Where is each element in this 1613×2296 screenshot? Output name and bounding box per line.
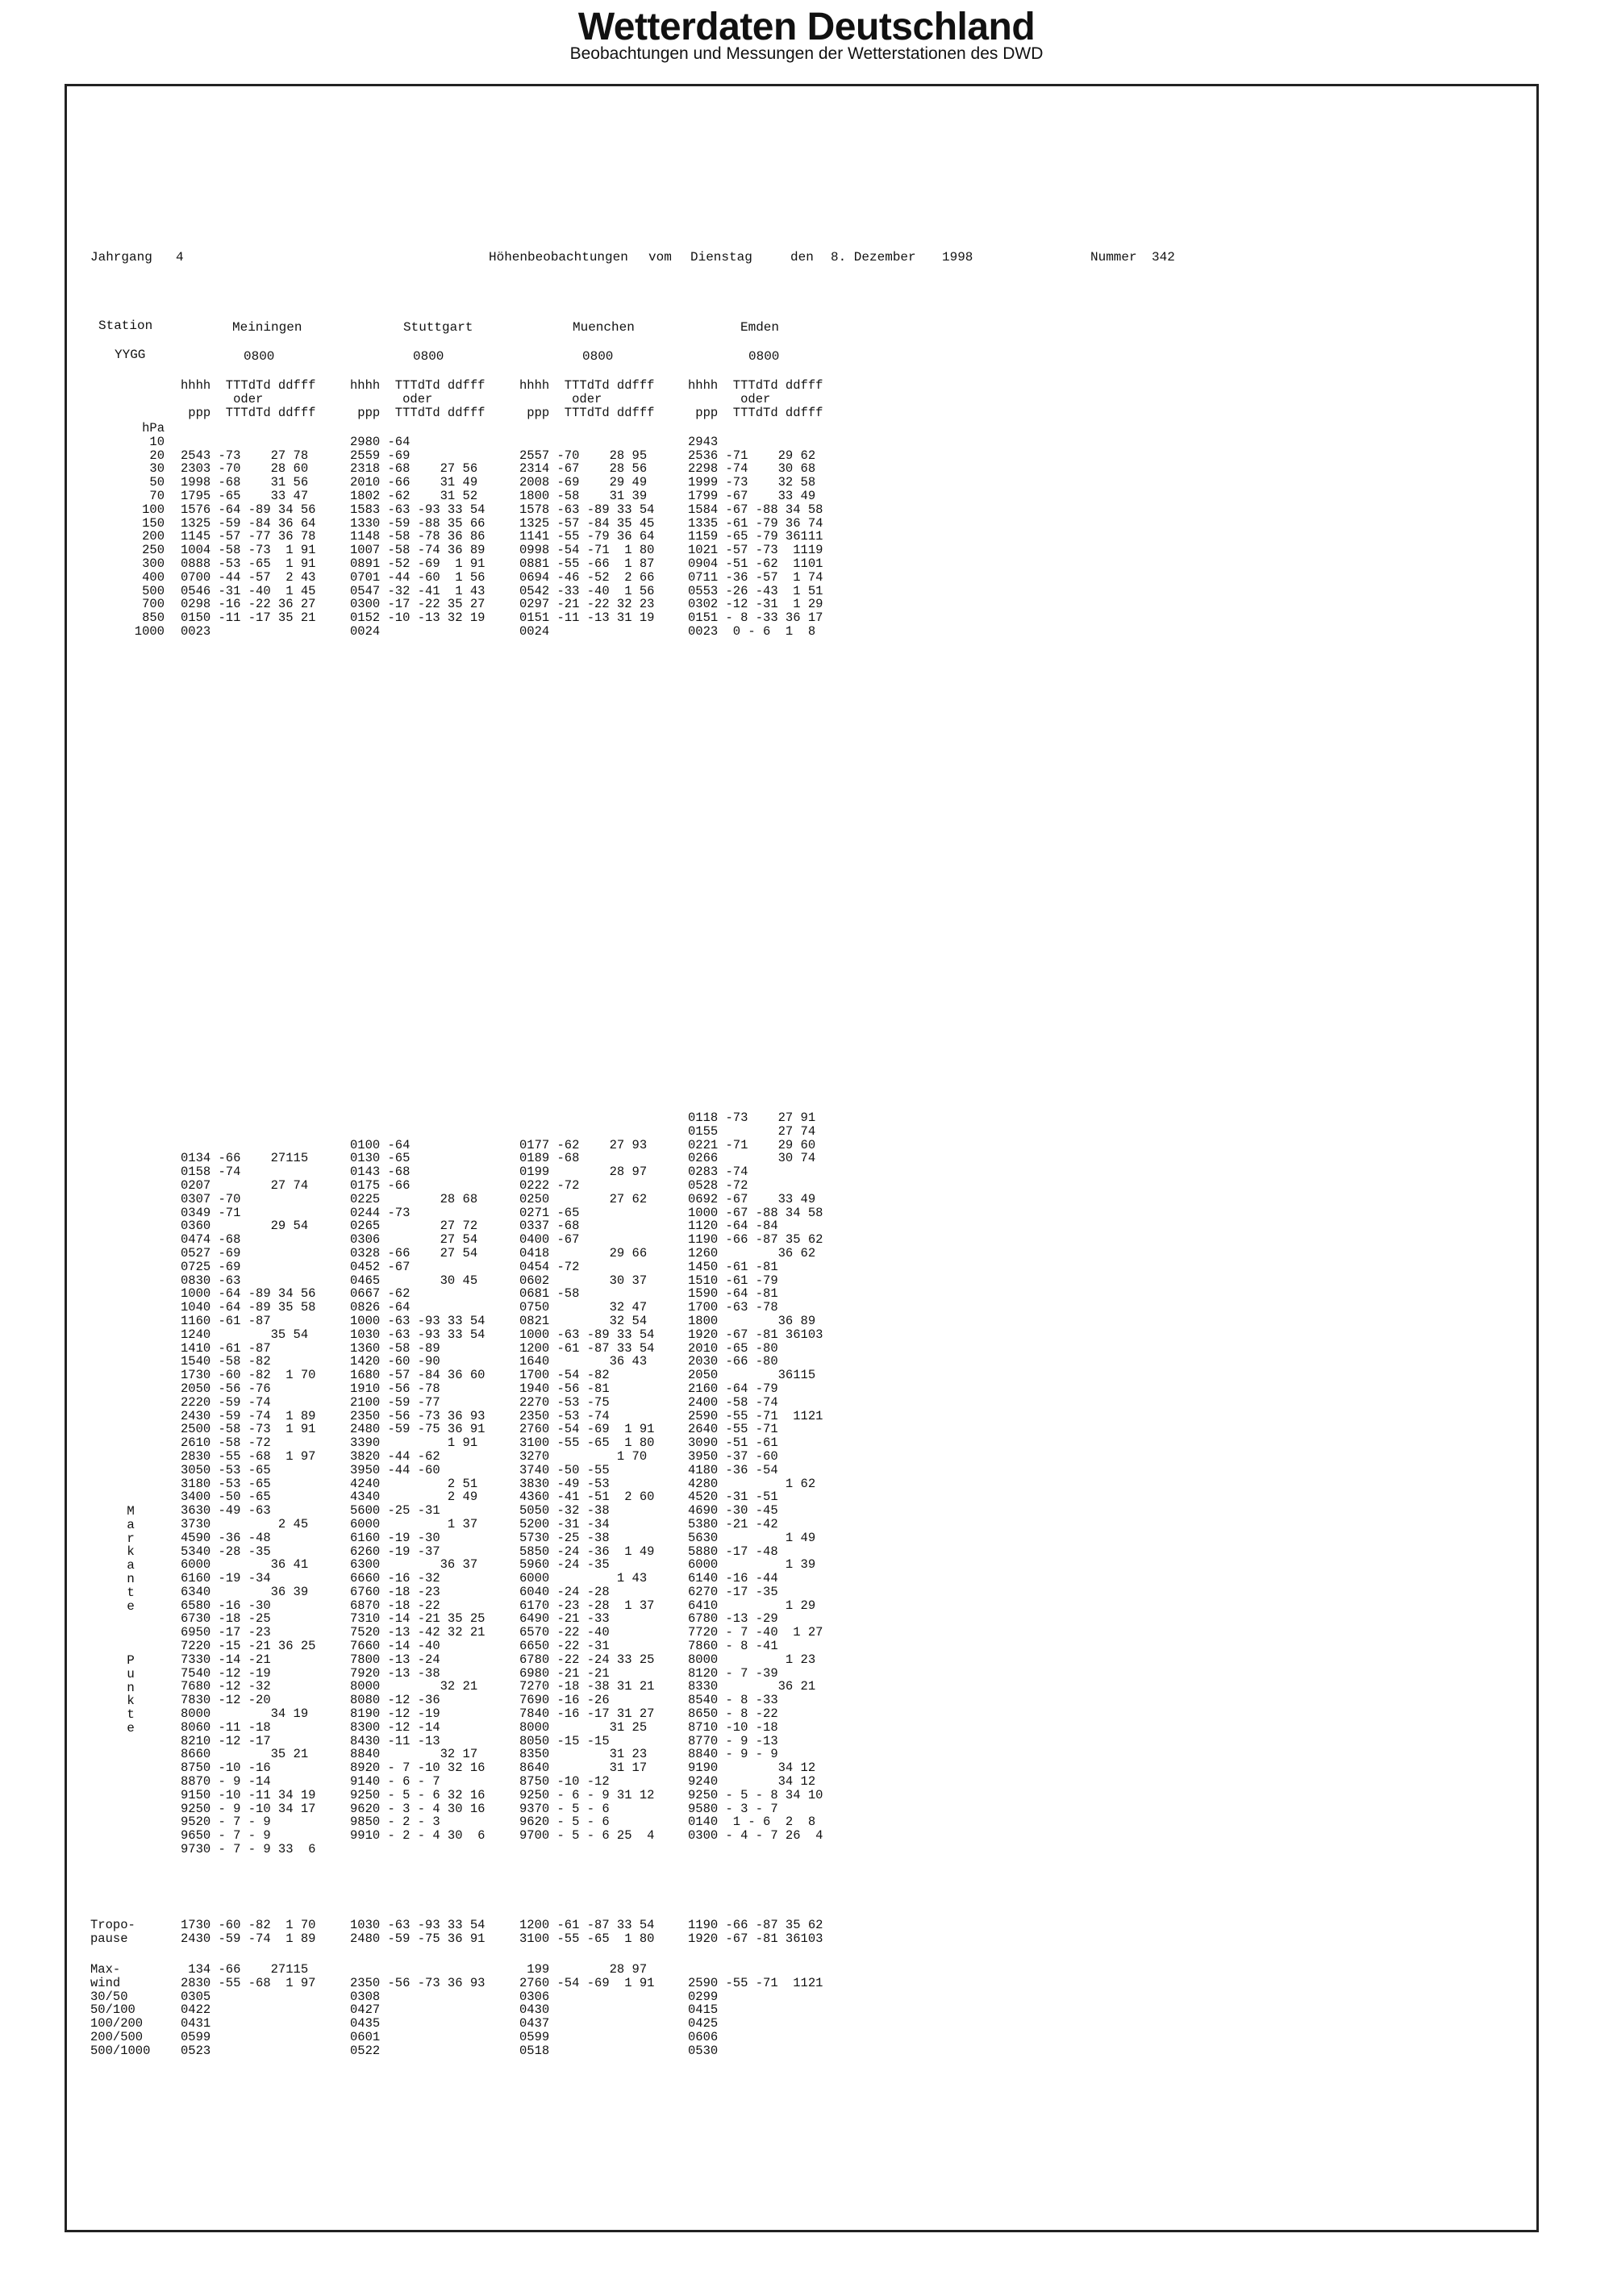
station-name-muenchen: Muenchen (573, 320, 635, 335)
maxwind-label: Max- wind 30/50 50/100 100/200 200/500 500/1000 (90, 1962, 151, 2058)
sig-points-meiningen: 0134 -66 27115 0158 -74 0207 27 74 0307 -70 0349 -71 0360 29 54 0474 -68 0527 -69 0725 -69 0830 -63 1000 -64 -89 34 56 1040 -64 -89 35 58 1160 -61 -87 1240 35 54 1410 -61 -87 1540 -58 -82 1730 -60 -82 1 70 2050 -56 -76 2220 -59 -74 2430 -59 -74 1 89 2500 -58 -73 1 91 2610 -58 -72 2830 -55 -68 1 97 3050 -53 -65 3180 -53 -65 3400 -50 -65 3630 -49 -63 3730 2 45 4590 -36 -48 5340 -28 -35 6000 36 41 6160 -19 -34 6340 36 39 6580 -16 -30 6730 -18 -25 6950 -17 -23 7220 -15 -21 36 25 7330 -14 -21 7540 -12 -19 7680 -12 -32 7830 -12 -20 8000 34 19 8060 -11 -18 8210 -12 -17 8660 35 21 8750 -10 -16 8870 - 9 -14 9150 -10 -11 34 19 9250 - 9 -10 34 17 9520 - 7 - 9 9650 - 7 - 9 9730 - 7 - 9 33 6 (181, 1151, 316, 1857)
report-day: Dienstag (690, 250, 752, 265)
column-header-stuttgart: hhhh TTTdTd ddfff oder ppp TTTdTd ddfff (350, 378, 486, 420)
maxwind-muenchen: 199 28 97 2760 -54 -69 1 91 0306 0430 0437 0599 0518 (519, 1962, 655, 2058)
sig-points-stuttgart: 0100 -64 0130 -65 0143 -68 0175 -66 0225 28 68 0244 -73 0265 27 72 0306 27 54 0328 -66 27 54 0452 -67 0465 30 45 0667 -62 0826 -64 1000 -63 -93 33 54 1030 -63 -93 33 54 1360 -58 -89 1420 -60 -90 1680 -57 -84 36 60 1910 -56 -78 2100 -59 -77 2350 -56 -73 36 93 2480 -59 -75 36 91 3390 1 91 3820 -44 -62 3950 -44 -60 4240 2 51 4340 2 49 5600 -25 -31 6000 1 37 6160 -19 -30 6260 -19 -37 6300 36 37 6660 -16 -32 6760 -18 -23 6870 -18 -22 7310 -14 -21 35 25 7520 -13 -42 32 21 7660 -14 -40 7800 -13 -24 7920 -13 -38 8000 32 21 8080 -12 -36 8190 -12 -19 8300 -12 -14 8430 -11 -13 8840 32 17 8920 - 7 -10 32 16 9140 - 6 - 7 9250 - 5 - 6 32 16 9620 - 3 - 4 30 16 9850 - 2 - 3 9910 - 2 - 4 30 6 (350, 1137, 486, 1844)
nummer-label: Nummer (1090, 250, 1137, 265)
page-subtitle: Beobachtungen und Messungen der Wetterstationen des DWD (569, 44, 1044, 63)
std-levels-stuttgart: 2980 -64 2559 -69 2318 -68 27 56 2010 -66 31 49 1802 -62 31 52 1583 -63 -93 33 54 1330 -59 -88 35 66 1148 -58 -78 36 86 1007 -58 -74 36 89 0891 -52 -69 1 91 0701 -44 -60 1 56 0547 -32 -41 1 43 0300 -17 -22 35 27 0152 -10 -13 32 19 0024 (350, 434, 486, 639)
maxwind-meiningen: 134 -66 27115 2830 -55 -68 1 97 0305 0422 0431 0599 0523 (181, 1962, 316, 2058)
sig-points-muenchen: 0177 -62 27 93 0189 -68 0199 28 97 0222 -72 0250 27 62 0271 -65 0337 -68 0400 -67 0418 29 66 0454 -72 0602 30 37 0681 -58 0750 32 47 0821 32 54 1000 -63 -89 33 54 1200 -61 -87 33 54 1640 36 43 1700 -54 -82 1940 -56 -81 2270 -53 -75 2350 -53 -74 2760 -54 -69 1 91 3100 -55 -65 1 80 3270 1 70 3740 -50 -55 3830 -49 -53 4360 -41 -51 2 60 5050 -32 -38 5200 -31 -34 5730 -25 -38 5850 -24 -36 1 49 5960 -24 -35 6000 1 43 6040 -24 -28 6170 -23 -28 1 37 6490 -21 -33 6570 -22 -40 6650 -22 -31 6780 -22 -24 33 25 6980 -21 -21 7270 -18 -38 31 21 7690 -16 -26 7840 -16 -17 31 27 8000 31 25 8050 -15 -15 8350 31 23 8640 31 17 8750 -10 -12 9250 - 6 - 9 31 12 9370 - 5 - 6 9620 - 5 - 6 9700 - 5 - 6 25 4 (519, 1137, 655, 1844)
punkte-label: P u n k t e (127, 1653, 135, 1736)
station-yygg-emden: 0800 (748, 349, 780, 364)
page-title: Wetterdaten Deutschland (577, 6, 1036, 48)
tropopause-emden: 1190 -66 -87 35 62 1920 -67 -81 36103 (688, 1918, 823, 1946)
std-levels-muenchen: 2557 -70 28 95 2314 -67 28 56 2008 -69 29 49 1800 -58 31 39 1578 -63 -89 33 54 1325 -57 -84 35 45 1141 -55 -79 36 64 0998 -54 -71 1 80 0881 -55 -66 1 87 0694 -46 -52 2 66 0542 -33 -40 1 56 0297 -21 -22 32 23 0151 -11 -13 31 19 0024 (519, 448, 655, 639)
report-type: Höhenbeobachtungen (489, 250, 628, 265)
station-name-stuttgart: Stuttgart (403, 320, 473, 335)
jahrgang-label: Jahrgang (90, 250, 152, 265)
maxwind-stuttgart: 2350 -56 -73 36 93 0308 0427 0435 0601 0522 (350, 1975, 486, 2058)
station-label: Station (98, 319, 153, 333)
markante-label: M a r k a n t e (127, 1504, 135, 1614)
nummer-value: 342 (1152, 250, 1175, 265)
station-name-meiningen: Meiningen (232, 320, 302, 335)
station-yygg-meiningen: 0800 (244, 349, 275, 364)
column-header-emden: hhhh TTTdTd ddfff oder ppp TTTdTd ddfff (688, 378, 823, 420)
tropopause-label: Tropo- pause (90, 1918, 135, 1946)
den-label: den (790, 250, 814, 265)
vom-label: vom (648, 250, 672, 265)
pressure-level-labels: hPa 10 20 30 50 70 100 150 200 250 300 400 500 700 850 1000 (134, 421, 165, 639)
maxwind-emden: 2590 -55 -71 1121 0299 0415 0425 0606 0530 (688, 1975, 823, 2058)
column-header-muenchen: hhhh TTTdTd ddfff oder ppp TTTdTd ddfff (519, 378, 655, 420)
column-header-meiningen: hhhh TTTdTd ddfff oder ppp TTTdTd ddfff (181, 378, 316, 420)
station-yygg-muenchen: 0800 (582, 349, 614, 364)
jahrgang-value: 4 (176, 250, 184, 265)
yygg-label: YYGG (115, 348, 146, 362)
tropopause-muenchen: 1200 -61 -87 33 54 3100 -55 -65 1 80 (519, 1918, 655, 1946)
sig-points-emden: 0118 -73 27 91 0155 27 74 0221 -71 29 60 0266 30 74 0283 -74 0528 -72 0692 -67 33 49 1000 -67 -88 34 58 1120 -64 -84 1190 -66 -87 35 62 1260 36 62 1450 -61 -81 1510 -61 -79 1590 -64 -81 1700 -63 -78 1800 36 89 1920 -67 -81 36103 2010 -65 -80 2030 -66 -80 2050 36115 2160 -64 -79 2400 -58 -74 2590 -55 -71 1121 2640 -55 -71 3090 -51 -61 3950 -37 -60 4180 -36 -54 4280 1 62 4520 -31 -51 4690 -30 -45 5380 -21 -42 5630 1 49 5880 -17 -48 6000 1 39 6140 -16 -44 6270 -17 -35 6410 1 29 6780 -13 -29 7720 - 7 -40 1 27 7860 - 8 -41 8000 1 23 8120 - 7 -39 8330 36 21 8540 - 8 -33 8650 - 8 -22 8710 -10 -18 8770 - 9 -13 8840 - 9 - 9 9190 34 12 9240 34 12 9250 - 5 - 8 34 10 9580 - 3 - 7 0140 1 - 6 2 8 0300 - 4 - 7 26 4 (688, 1110, 823, 1844)
station-yygg-stuttgart: 0800 (413, 349, 444, 364)
std-levels-meiningen: 2543 -73 27 78 2303 -70 28 60 1998 -68 31 56 1795 -65 33 47 1576 -64 -89 34 56 1325 -59 -84 36 64 1145 -57 -77 36 78 1004 -58 -73 1 91 0888 -53 -65 1 91 0700 -44 -57 2 43 0546 -31 -40 1 45 0298 -16 -22 36 27 0150 -11 -17 35 21 0023 (181, 448, 316, 639)
report-date: 8. Dezember (831, 250, 916, 265)
tropopause-meiningen: 1730 -60 -82 1 70 2430 -59 -74 1 89 (181, 1918, 316, 1946)
report-year: 1998 (942, 250, 973, 265)
std-levels-emden: 2943 2536 -71 29 62 2298 -74 30 68 1999 -73 32 58 1799 -67 33 49 1584 -67 -88 34 58 1335 -61 -79 36 74 1159 -65 -79 36111 1021 -57 -73 1119 0904 -51 -62 1101 0711 -36 -57 1 74 0553 -26 -43 1 51 0302 -12 -31 1 29 0151 - 8 -33 36 17 0023 0 - 6 1 8 (688, 434, 823, 639)
station-name-emden: Emden (740, 320, 780, 335)
tropopause-stuttgart: 1030 -63 -93 33 54 2480 -59 -75 36 91 (350, 1918, 486, 1946)
